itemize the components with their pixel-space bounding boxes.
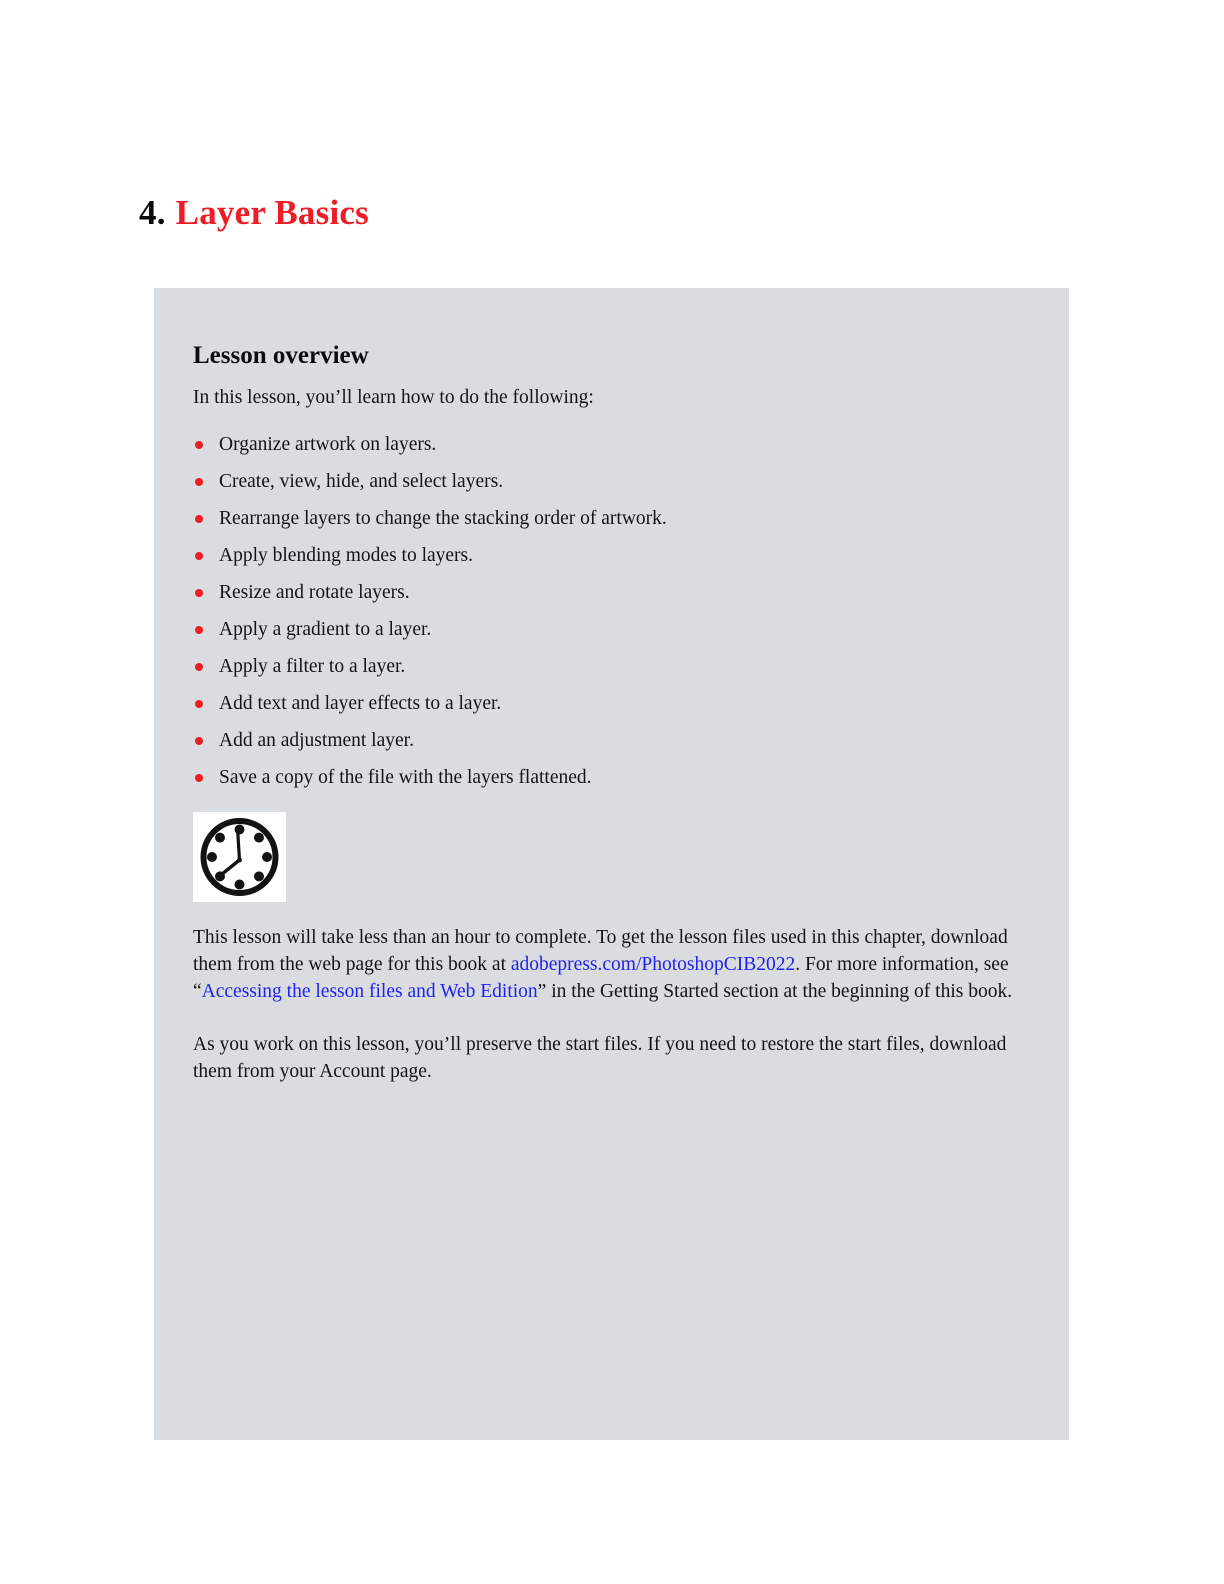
bullet-icon <box>195 737 203 745</box>
list-item <box>193 505 1030 532</box>
bullet-icon <box>195 663 203 671</box>
list-item <box>193 616 1030 643</box>
bullet-icon <box>195 626 203 634</box>
bullet-icon <box>195 774 203 782</box>
start-files-paragraph: As you work on this lesson, you’ll preserve the start files. If you need to restore the start files, download them from your Account page. <box>193 1034 1007 1082</box>
lesson-files-paragraph <box>193 924 1023 1005</box>
objective-text: Save a copy of the file with the layers flattened. <box>219 767 592 788</box>
lesson-intro-text: In this lesson, you’ll learn how to do the following: <box>193 387 594 408</box>
accessing-lesson-files-link[interactable]: Accessing the lesson files and Web Edition <box>201 981 538 1002</box>
list-item <box>193 653 1030 680</box>
bullet-icon <box>195 478 203 486</box>
objective-text: Apply a gradient to a layer. <box>219 619 432 640</box>
paragraph-text: This lesson will take less than an hour to complete. To get the lesson files used in this chapter, download them from the web page for this book at <box>193 927 1008 975</box>
list-item <box>193 690 1030 717</box>
chapter-number: 4. <box>139 193 166 232</box>
objective-text: Resize and rotate layers. <box>219 582 410 603</box>
objective-text: Add an adjustment layer. <box>219 730 414 751</box>
chapter-title <box>139 192 369 234</box>
list-item <box>193 542 1030 569</box>
objective-text: Apply a filter to a layer. <box>219 656 406 677</box>
paragraph-text: . For more information, see “ <box>193 954 1009 1002</box>
bullet-icon <box>195 589 203 597</box>
bullet-icon <box>195 552 203 560</box>
objective-text: Add text and layer effects to a layer. <box>219 693 502 714</box>
list-item <box>193 431 1030 458</box>
objective-text: Organize artwork on layers. <box>219 434 437 455</box>
list-item <box>193 579 1030 606</box>
list-item <box>193 468 1030 495</box>
list-item <box>193 727 1030 754</box>
bullet-icon <box>195 441 203 449</box>
lesson-overview-heading: Lesson overview <box>193 342 369 369</box>
clock-icon <box>193 812 286 902</box>
chapter-name: Layer Basics <box>175 193 369 232</box>
adobepress-link[interactable]: adobepress.com/PhotoshopCIB2022 <box>510 954 796 975</box>
objective-text: Create, view, hide, and select layers. <box>219 471 504 492</box>
bullet-icon <box>195 700 203 708</box>
lesson-objectives-list <box>193 431 1030 791</box>
lesson-overview-box <box>154 288 1069 1440</box>
objective-text: Apply blending modes to layers. <box>219 545 474 566</box>
list-item <box>193 764 1030 791</box>
objective-text: Rearrange layers to change the stacking order of artwork. <box>219 508 667 529</box>
paragraph-text: ” in the Getting Started section at the beginning of this book. <box>537 981 1013 1002</box>
bullet-icon <box>195 515 203 523</box>
